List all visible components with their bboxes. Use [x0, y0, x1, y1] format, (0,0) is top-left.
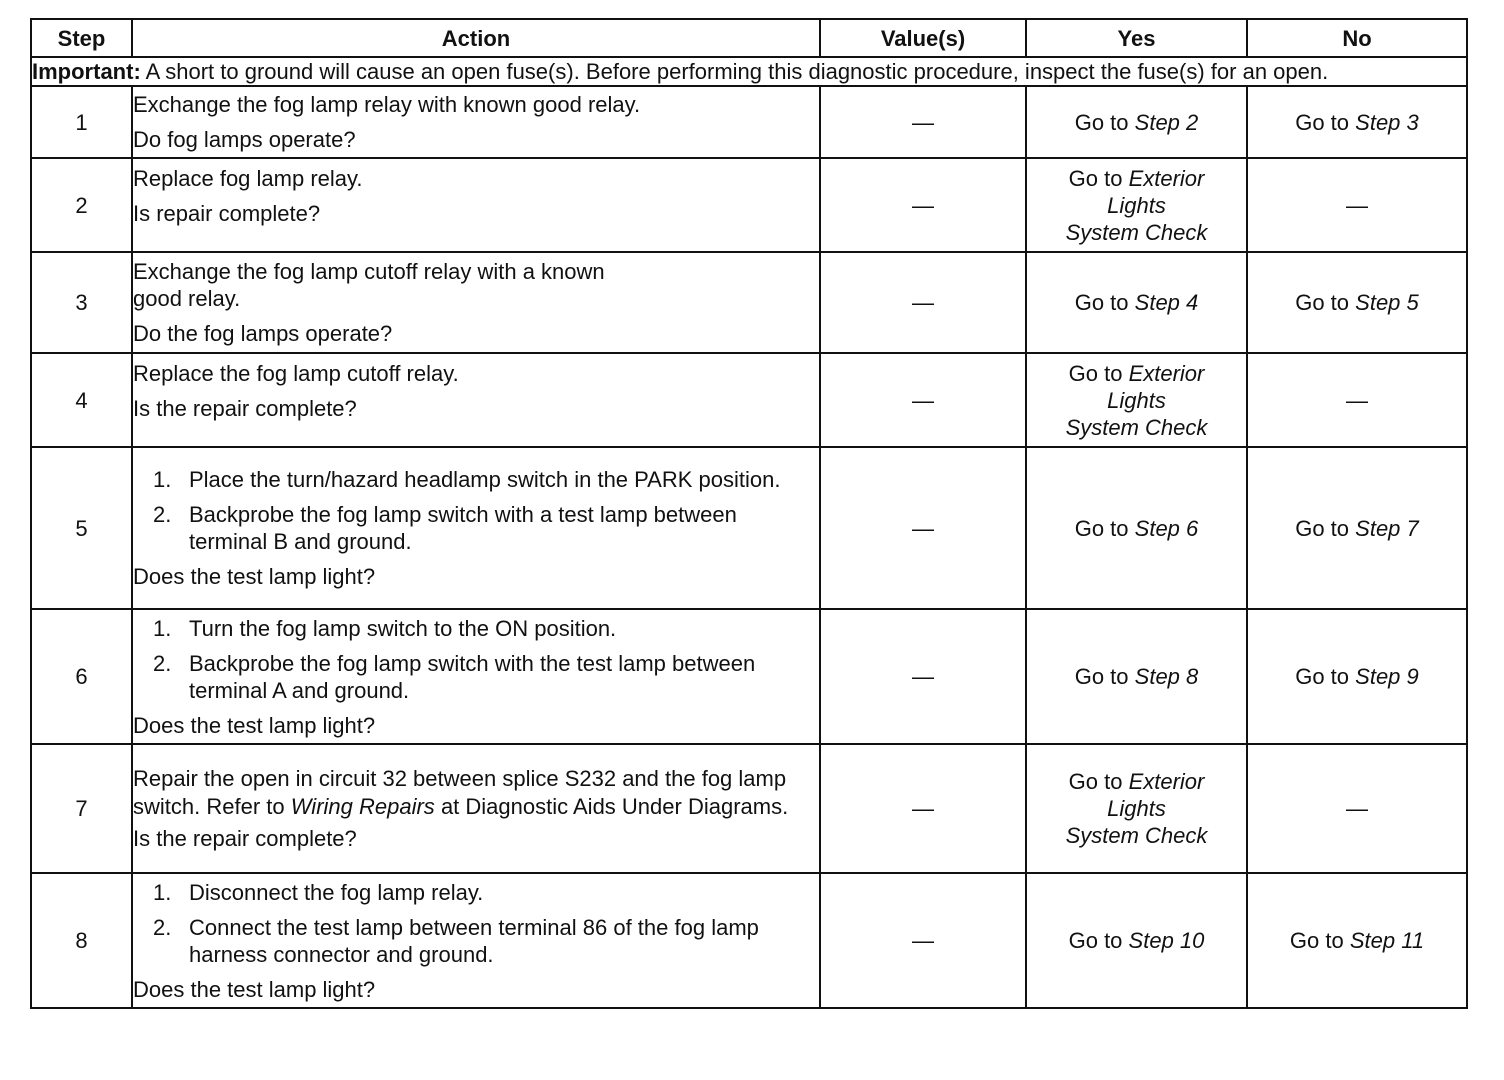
yes-cell	[1026, 447, 1247, 609]
numbered-step-index: 2.	[153, 650, 172, 676]
no-target-link[interactable]: Step 5	[1355, 290, 1419, 315]
numbered-step-text: Turn the fog lamp switch to the ON position.	[189, 615, 617, 641]
action-question: Do the fog lamps operate?	[133, 321, 393, 346]
action-question: Does the test lamp light?	[133, 976, 376, 1002]
value-cell: —	[820, 86, 1026, 158]
table-row	[31, 873, 1467, 1008]
numbered-step-text: Backprobe the fog lamp switch with the test lamp between terminal A and ground.	[189, 650, 756, 703]
no-target-link[interactable]: Step 11	[1349, 928, 1425, 953]
no-cell	[1247, 609, 1467, 744]
header-action: Action	[132, 19, 820, 57]
numbered-step-text: Backprobe the fog lamp switch with a test lamp between terminal B and ground.	[189, 502, 737, 554]
table-row	[31, 252, 1467, 353]
important-row	[31, 57, 1467, 86]
header-row	[31, 19, 1467, 57]
action-cell	[132, 873, 820, 1008]
action-text-part: Repair the open in circuit 32 between splice S232 and the fog lamp switch. Refer to	[133, 766, 787, 819]
action-question: Does the test lamp light?	[133, 564, 376, 589]
action-text	[133, 765, 819, 821]
action-text: Replace fog lamp relay.	[133, 166, 363, 191]
yes-target-link-line2[interactable]: Lights	[1107, 796, 1166, 821]
action-text: Exchange the fog lamp cutoff relay with a known	[133, 259, 605, 284]
important-text: A short to ground will cause an open fuse(s). Before performing this diagnostic procedure, inspect the fuse(s) for an open.	[145, 59, 1329, 84]
action-cell	[132, 158, 820, 252]
yes-cell	[1026, 609, 1247, 744]
step-number: 8	[31, 873, 132, 1008]
numbered-step	[133, 615, 819, 642]
no-prefix: Go to	[1295, 515, 1350, 541]
no-cell	[1247, 447, 1467, 609]
value-cell: —	[820, 609, 1026, 744]
wiring-repairs-link[interactable]: Wiring Repairs	[290, 794, 435, 819]
header-no: No	[1247, 19, 1467, 57]
numbered-step-index: 1.	[153, 615, 172, 641]
header-values: Value(s)	[820, 19, 1026, 57]
numbered-step-index: 1.	[153, 467, 172, 492]
no-cell: —	[1247, 353, 1467, 447]
yes-prefix: Go to	[1068, 769, 1123, 794]
no-target-link[interactable]: Step 9	[1355, 664, 1419, 689]
table-row	[31, 744, 1467, 873]
yes-target-link[interactable]: Step 8	[1134, 664, 1199, 689]
value-cell: —	[820, 447, 1026, 609]
action-cell	[132, 252, 820, 353]
action-text-part: at Diagnostic Aids Under Diagrams.	[440, 794, 789, 819]
no-prefix: Go to	[1289, 928, 1344, 953]
important-label: Important:	[32, 59, 141, 84]
numbered-step-text: Connect the test lamp between terminal 86 of the fog lamp harness connector and ground.	[189, 914, 759, 967]
action-cell	[132, 744, 820, 873]
action-question: Does the test lamp light?	[133, 712, 376, 738]
numbered-step	[133, 914, 819, 968]
yes-prefix: Go to	[1074, 290, 1129, 315]
yes-target-link-line3[interactable]: System Check	[1065, 219, 1208, 245]
action-text: Exchange the fog lamp relay with known good relay.	[133, 92, 641, 117]
action-cell	[132, 353, 820, 447]
action-text-line2: good relay.	[133, 286, 241, 311]
numbered-step	[133, 466, 819, 493]
diagnostic-table	[30, 18, 1468, 1009]
no-prefix: Go to	[1295, 109, 1350, 135]
action-text: Replace the fog lamp cutoff relay.	[133, 361, 459, 386]
numbered-step-index: 2.	[153, 914, 172, 940]
yes-prefix: Go to	[1074, 664, 1129, 689]
yes-cell	[1026, 158, 1247, 252]
numbered-step-index: 2.	[153, 502, 172, 527]
action-cell	[132, 609, 820, 744]
yes-target-link-line3[interactable]: System Check	[1065, 414, 1208, 440]
yes-prefix: Go to	[1068, 360, 1123, 386]
step-number: 5	[31, 447, 132, 609]
value-cell: —	[820, 158, 1026, 252]
yes-target-link[interactable]: Step 10	[1128, 928, 1205, 953]
step-number: 2	[31, 158, 132, 252]
yes-prefix: Go to	[1074, 515, 1129, 541]
yes-prefix: Go to	[1068, 928, 1123, 953]
yes-target-link[interactable]: Exterior	[1128, 769, 1205, 794]
header-yes: Yes	[1026, 19, 1247, 57]
table-row	[31, 353, 1467, 447]
yes-cell	[1026, 86, 1247, 158]
value-cell: —	[820, 353, 1026, 447]
step-number: 3	[31, 252, 132, 353]
table-row	[31, 609, 1467, 744]
numbered-step	[133, 501, 819, 555]
yes-cell	[1026, 252, 1247, 353]
numbered-step-text: Place the turn/hazard headlamp switch in the PARK position.	[189, 467, 781, 492]
yes-target-link-line3[interactable]: System Check	[1065, 823, 1208, 848]
important-note	[31, 57, 1467, 86]
action-cell	[132, 447, 820, 609]
numbered-step	[133, 650, 819, 704]
action-question: Is repair complete?	[133, 201, 321, 226]
yes-target-link[interactable]: Step 4	[1134, 290, 1199, 315]
action-cell	[132, 86, 820, 158]
numbered-step-index: 1.	[153, 879, 172, 905]
no-cell: —	[1247, 744, 1467, 873]
step-number: 7	[31, 744, 132, 873]
action-question: Is the repair complete?	[133, 826, 357, 851]
table-row	[31, 447, 1467, 609]
no-prefix: Go to	[1295, 664, 1350, 689]
yes-target-link[interactable]: Exterior	[1128, 165, 1205, 191]
action-question: Is the repair complete?	[133, 396, 357, 421]
header-step: Step	[31, 19, 132, 57]
no-cell	[1247, 252, 1467, 353]
no-cell	[1247, 873, 1467, 1008]
no-cell	[1247, 86, 1467, 158]
value-cell: —	[820, 873, 1026, 1008]
yes-cell	[1026, 873, 1247, 1008]
yes-target-link[interactable]: Step 2	[1134, 109, 1199, 135]
value-cell: —	[820, 744, 1026, 873]
no-prefix: Go to	[1295, 290, 1350, 315]
value-cell: —	[820, 252, 1026, 353]
step-number: 6	[31, 609, 132, 744]
table-row	[31, 158, 1467, 252]
yes-cell	[1026, 353, 1247, 447]
step-number: 4	[31, 353, 132, 447]
step-number: 1	[31, 86, 132, 158]
no-cell: —	[1247, 158, 1467, 252]
yes-prefix: Go to	[1074, 109, 1129, 135]
table-row	[31, 86, 1467, 158]
yes-target-link-line2[interactable]: Lights	[1107, 192, 1166, 218]
action-question: Do fog lamps operate?	[133, 127, 356, 152]
no-target-link[interactable]: Step 7	[1355, 515, 1419, 541]
no-target-link[interactable]: Step 3	[1355, 109, 1419, 135]
yes-target-link[interactable]: Step 6	[1134, 515, 1199, 541]
yes-prefix: Go to	[1068, 165, 1123, 191]
yes-target-link[interactable]: Exterior	[1128, 360, 1205, 386]
yes-cell	[1026, 744, 1247, 873]
numbered-step	[133, 879, 819, 906]
numbered-step-text: Disconnect the fog lamp relay.	[189, 879, 484, 905]
yes-target-link-line2[interactable]: Lights	[1107, 387, 1166, 413]
